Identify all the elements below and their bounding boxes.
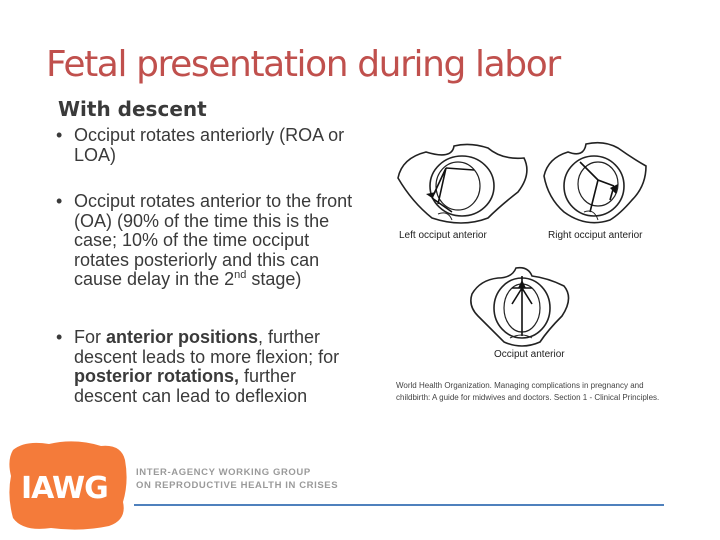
org-line-1: INTER-AGENCY WORKING GROUP [136,467,311,478]
bullet-text: For [74,327,107,347]
emphasis-posterior: posterior rotations, [74,366,240,386]
emphasis-anterior: anterior positions [106,327,259,347]
figure-caption-bottom: Occiput anterior [494,349,565,360]
occiput-anterior-illustration [466,264,576,350]
logo-text: IAWG [21,471,108,506]
bullet-item [56,328,356,406]
bullet-text: further descent can lead to deflexion [74,366,308,406]
figure-caption-right: Right occiput anterior [548,230,643,241]
bullet-text: Occiput rotates anterior to the front (OA) (90% of the time this is the case; 10% of the time occiput rotates posteriorly and this can cause delay in the 2 [74,191,353,289]
subheading: With descent [58,97,207,121]
org-line-2: ON REPRODUCTIVE HEALTH IN CRISES [136,480,339,491]
right-occiput-anterior-illustration [540,140,650,228]
bullet-text: , further descent leads to more flexion; for [74,327,340,367]
bullet-text-end: stage) [246,269,302,289]
iawg-logo [5,436,131,536]
bullet-item [56,192,356,290]
left-occiput-anterior-illustration [392,140,532,228]
bullet-text: Occiput rotates anteriorly (ROA or LOA) [74,125,345,165]
source-citation: World Health Organization. Managing complications in pregnancy and childbirth: A guide for midwives and doctors. Section 1 - Clinical Principles. [396,381,660,402]
slide-title: Fetal presentation during labor [46,44,560,85]
bullet-item [56,126,356,165]
bullet-dot: • [56,125,63,145]
ordinal-superscript: nd [234,269,247,281]
figure-caption-left: Left occiput anterior [399,230,487,241]
organization-name [136,466,338,492]
bullet-dot: • [56,191,63,211]
footer-divider [134,504,664,506]
bullet-dot: • [56,327,63,347]
